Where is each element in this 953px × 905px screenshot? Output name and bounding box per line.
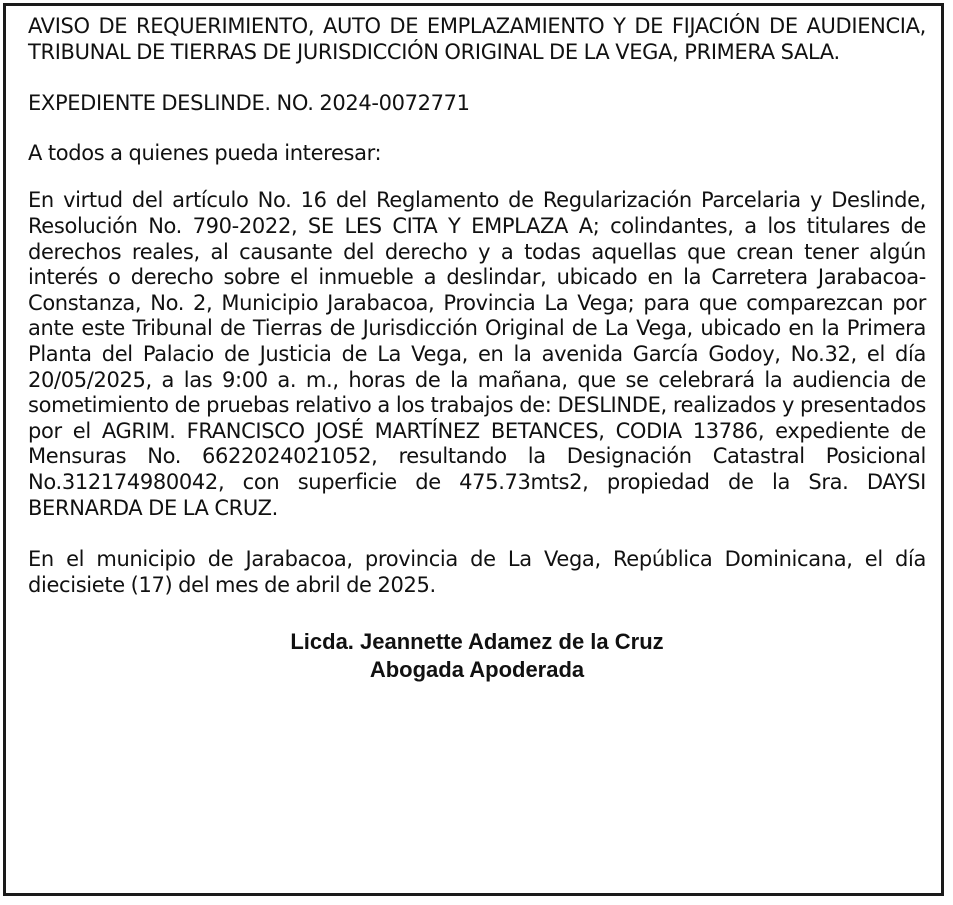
notice-content xyxy=(28,14,926,684)
spacer xyxy=(28,65,926,91)
legal-notice-box xyxy=(3,3,944,896)
salutation: A todos a quienes pueda interesar: xyxy=(28,140,382,165)
notice-body: En virtud del artículo No. 16 del Reglamento de Regularización Parcelaria y Deslinde, Resolución No. 790-2022, SE LES CITA Y EMPLAZA A; colindantes, a los titulares de derechos reales, al causante del derecho y a todas aquellas que crean tener algún interés o derecho sobre el inmueble a deslindar, ubicado en la Carretera Jarabacoa-Constanza, No. 2, Municipio Jarabacoa, Provincia La Vega; para que comparezcan por ante este Tribunal de Tierras de Jurisdicción Original de La Vega, ubicado en la Primera Planta del Palacio de Justicia de La Vega, en la avenida García Godoy, No.32, el día 20/05/2025, a las 9:00 a. m., horas de la mañana, que se celebrará la audiencia de sometimiento de pruebas relativo a los trabajos de: DESLINDE, realizados y presentados por el AGRIM. FRANCISCO JOSÉ MARTÍNEZ BETANCES, CODIA 13786, expediente de Mensuras No. 6622024021052, resultando la Designación Catastral Posicional No.312174980042, con superficie de 475.73mts2, propiedad de la Sra. DAYSI BERNARDA DE LA CRUZ. xyxy=(28,188,926,520)
signature-title: Abogada Apoderada xyxy=(369,657,585,683)
closing-paragraph: En el municipio de Jarabacoa, provincia de La Vega, República Dominicana, el día diecisiete (17) del mes de abril de 2025. xyxy=(28,547,926,597)
case-number: EXPEDIENTE DESLINDE. NO. 2024-0072771 xyxy=(28,91,470,116)
signature-block xyxy=(28,628,926,684)
spacer xyxy=(28,598,926,628)
signature-name: Licda. Jeannette Adamez de la Cruz xyxy=(290,629,664,655)
spacer xyxy=(28,521,926,547)
spacer xyxy=(28,117,926,141)
notice-heading: AVISO DE REQUERIMIENTO, AUTO DE EMPLAZAMIENTO Y DE FIJACIÓN DE AUDIENCIA, TRIBUNAL DE TIERRAS DE JURISDICCIÓN ORIGINAL DE LA VEGA, PRIMERA SALA. xyxy=(28,14,926,64)
spacer xyxy=(28,166,926,188)
